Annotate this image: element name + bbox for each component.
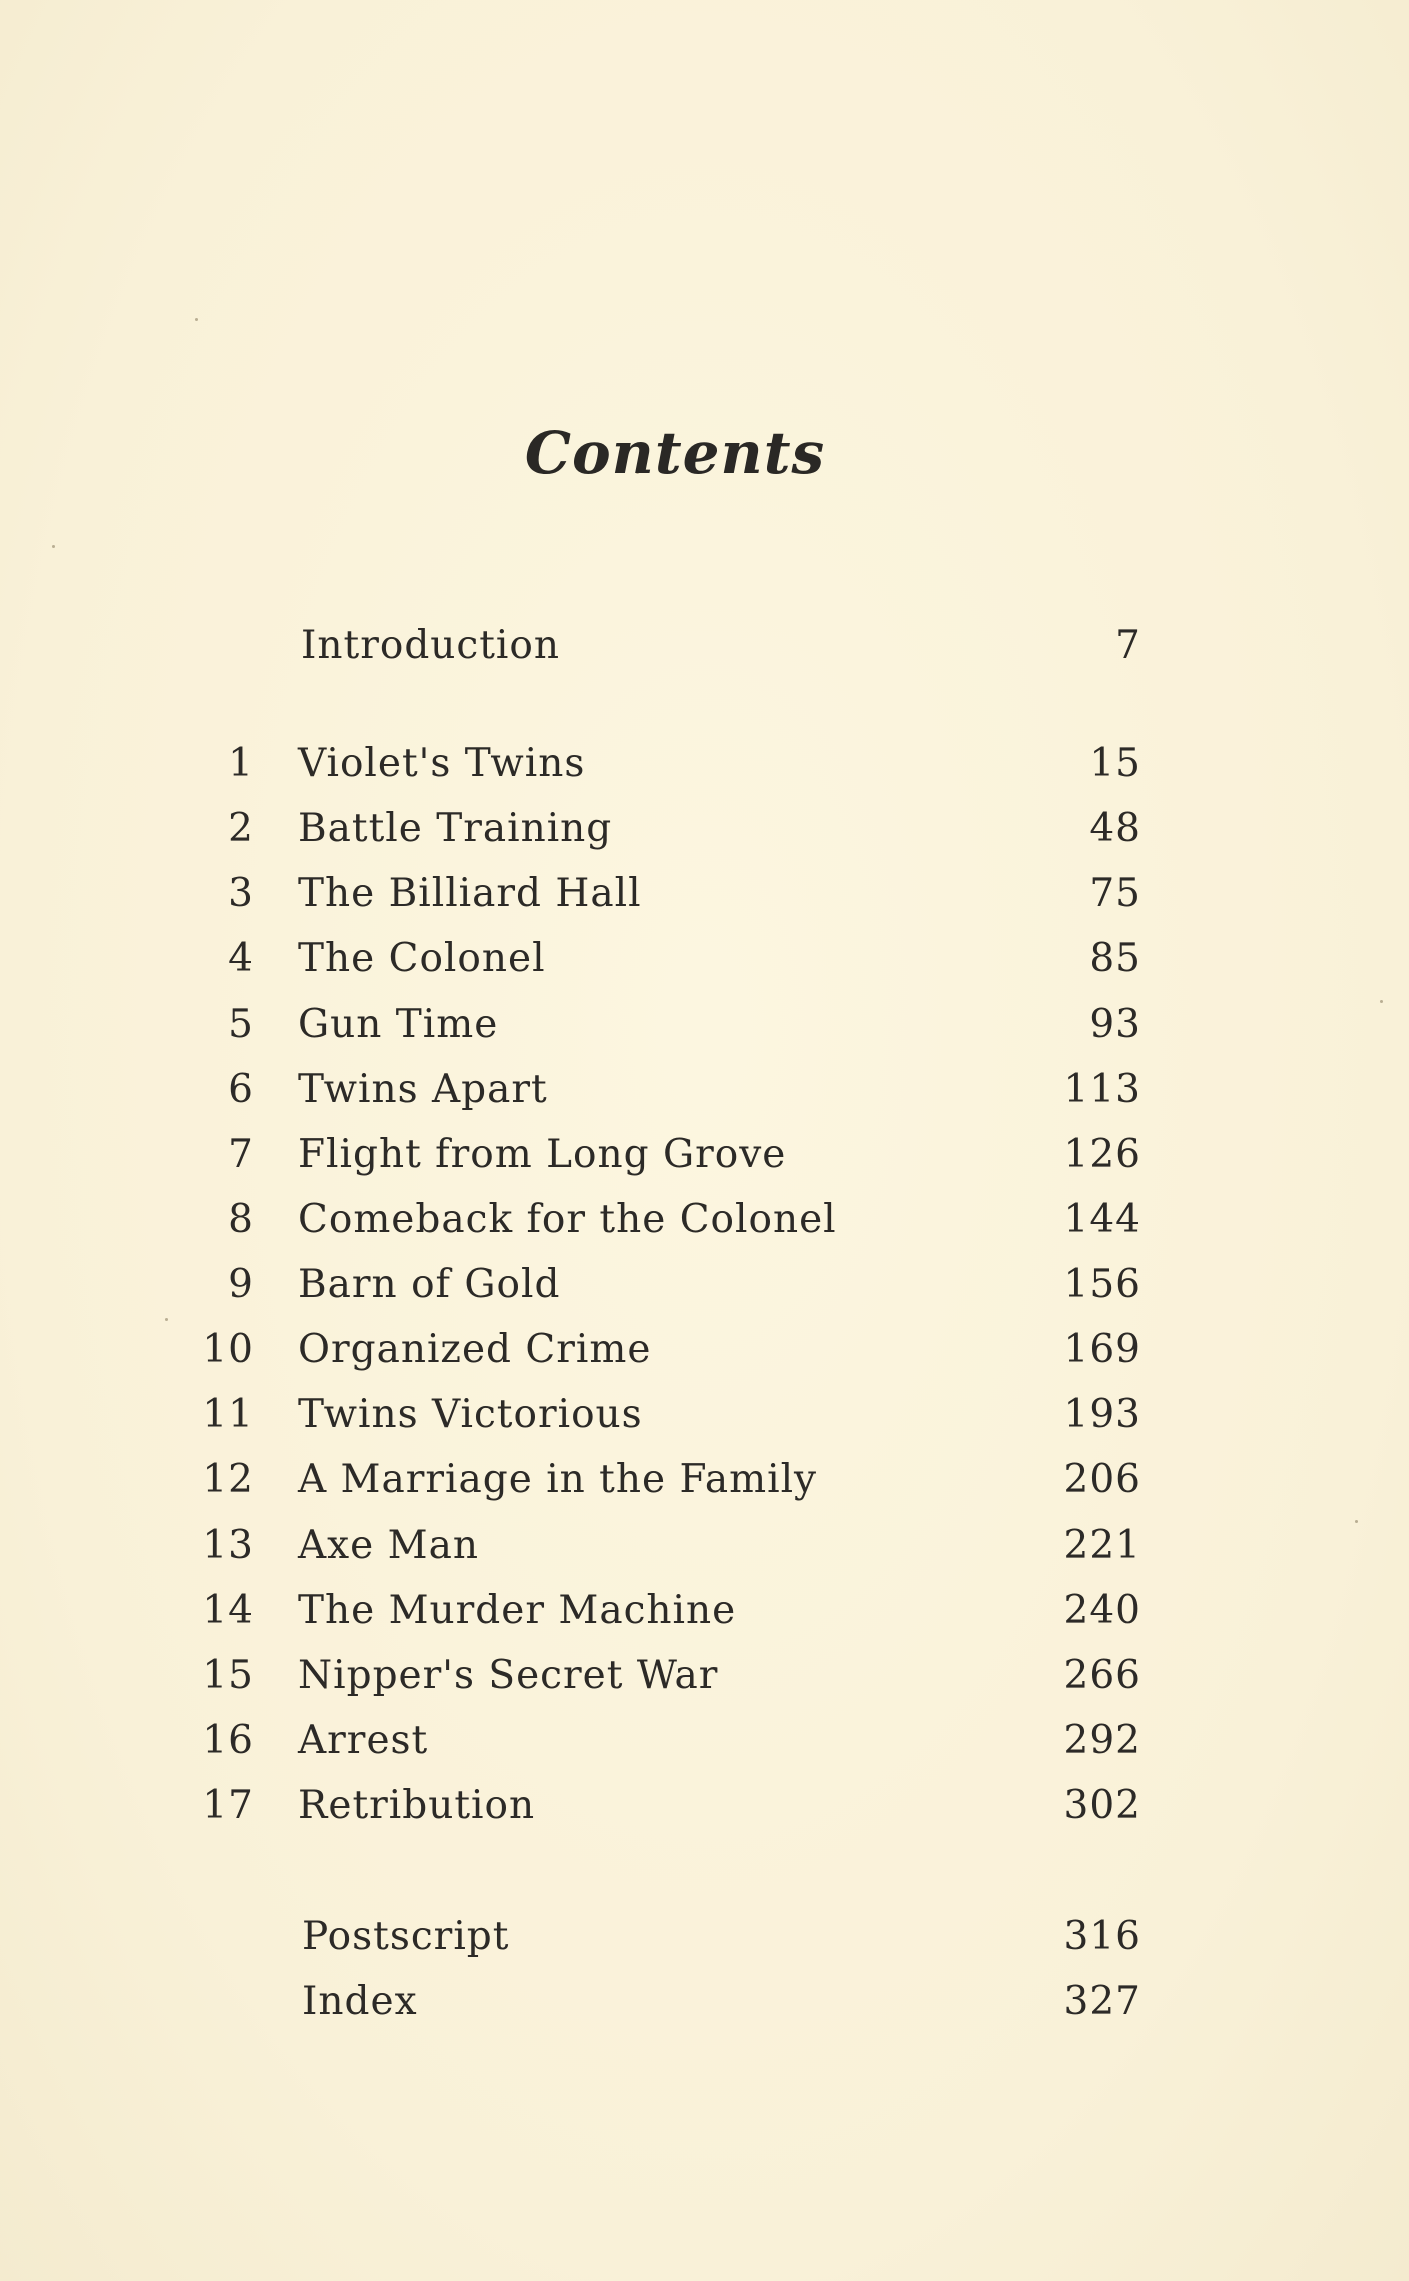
toc-entry-page: 48 <box>1089 806 1141 851</box>
paper-speck <box>52 545 55 548</box>
toc-entry-title: Retribution <box>298 1783 536 1828</box>
toc-entry-page: 193 <box>1063 1392 1141 1437</box>
toc-chapter-number: 16 <box>202 1718 254 1763</box>
toc-entry-page: 85 <box>1089 936 1141 981</box>
toc-entry-chapter-4[interactable] <box>0 927 1409 991</box>
toc-entry-chapter-14[interactable] <box>0 1579 1409 1643</box>
toc-chapter-number: 10 <box>202 1327 254 1372</box>
toc-entry-chapter-13[interactable] <box>0 1514 1409 1578</box>
toc-entry-title: Twins Victorious <box>298 1392 643 1437</box>
toc-chapter-number: 5 <box>228 1002 254 1047</box>
toc-entry-title: Nipper's Secret War <box>298 1653 719 1698</box>
toc-chapter-number: 12 <box>202 1457 254 1502</box>
toc-chapter-number: 2 <box>228 806 254 851</box>
toc-entry-title: Comeback for the Colonel <box>298 1197 837 1242</box>
toc-entry-chapter-8[interactable] <box>0 1188 1409 1252</box>
toc-entry-title: Introduction <box>301 623 560 668</box>
toc-entry-chapter-3[interactable] <box>0 862 1409 926</box>
toc-entry-page: 316 <box>1063 1914 1141 1959</box>
toc-entry-page: 144 <box>1063 1197 1141 1242</box>
toc-entry-page: 93 <box>1089 1002 1141 1047</box>
toc-entry-page: 15 <box>1089 741 1141 786</box>
toc-chapter-number: 14 <box>202 1588 254 1633</box>
toc-entry-page: 221 <box>1063 1523 1141 1568</box>
toc-chapter-number: 7 <box>228 1132 254 1177</box>
toc-entry-title: The Billiard Hall <box>298 871 642 916</box>
toc-entry-page: 302 <box>1063 1783 1141 1828</box>
toc-entry-introduction[interactable] <box>0 614 1409 678</box>
toc-chapter-number: 9 <box>228 1262 254 1307</box>
toc-entry-page: 126 <box>1063 1132 1141 1177</box>
toc-entry-page: 206 <box>1063 1457 1141 1502</box>
toc-entry-chapter-1[interactable] <box>0 732 1409 796</box>
toc-chapter-number: 17 <box>202 1783 254 1828</box>
toc-chapter-number: 3 <box>228 871 254 916</box>
paper-speck <box>195 318 198 321</box>
toc-chapter-number: 8 <box>228 1197 254 1242</box>
toc-entry-chapter-9[interactable] <box>0 1253 1409 1317</box>
toc-entry-page: 327 <box>1063 1979 1141 2024</box>
toc-entry-postscript[interactable] <box>0 1905 1409 1969</box>
toc-entry-title: The Murder Machine <box>298 1588 737 1633</box>
toc-entry-page: 169 <box>1063 1327 1141 1372</box>
toc-entry-chapter-2[interactable] <box>0 797 1409 861</box>
toc-entry-title: A Marriage in the Family <box>298 1457 818 1502</box>
toc-entry-title: Postscript <box>302 1914 510 1959</box>
toc-entry-page: 266 <box>1063 1653 1141 1698</box>
toc-entry-page: 7 <box>1115 623 1141 668</box>
page-title: Contents <box>524 418 826 487</box>
toc-entry-page: 75 <box>1089 871 1141 916</box>
toc-chapter-number: 13 <box>202 1523 254 1568</box>
toc-entry-chapter-5[interactable] <box>0 993 1409 1057</box>
toc-chapter-number: 1 <box>228 741 254 786</box>
toc-entry-title: Arrest <box>298 1718 429 1763</box>
toc-entry-title: Battle Training <box>298 806 613 851</box>
toc-entry-title: Organized Crime <box>298 1327 652 1372</box>
toc-entry-chapter-15[interactable] <box>0 1644 1409 1708</box>
toc-entry-title: Violet's Twins <box>298 741 586 786</box>
toc-chapter-number: 11 <box>202 1392 254 1437</box>
toc-entry-chapter-16[interactable] <box>0 1709 1409 1773</box>
toc-entry-index[interactable] <box>0 1970 1409 2034</box>
toc-entry-page: 292 <box>1063 1718 1141 1763</box>
toc-entry-title: Index <box>302 1979 418 2024</box>
toc-entry-title: The Colonel <box>298 936 546 981</box>
toc-entry-chapter-6[interactable] <box>0 1058 1409 1122</box>
toc-entry-chapter-17[interactable] <box>0 1774 1409 1838</box>
toc-entry-chapter-7[interactable] <box>0 1123 1409 1187</box>
toc-entry-title: Twins Apart <box>298 1067 548 1112</box>
toc-entry-title: Flight from Long Grove <box>298 1132 787 1177</box>
toc-chapter-number: 15 <box>202 1653 254 1698</box>
toc-entry-chapter-11[interactable] <box>0 1383 1409 1447</box>
toc-entry-page: 156 <box>1063 1262 1141 1307</box>
toc-entry-title: Axe Man <box>298 1523 479 1568</box>
toc-entry-chapter-10[interactable] <box>0 1318 1409 1382</box>
toc-chapter-number: 4 <box>228 936 254 981</box>
toc-entry-title: Barn of Gold <box>298 1262 561 1307</box>
toc-chapter-number: 6 <box>228 1067 254 1112</box>
toc-entry-title: Gun Time <box>298 1002 499 1047</box>
toc-entry-page: 240 <box>1063 1588 1141 1633</box>
toc-entry-page: 113 <box>1063 1067 1141 1112</box>
toc-entry-chapter-12[interactable] <box>0 1448 1409 1512</box>
